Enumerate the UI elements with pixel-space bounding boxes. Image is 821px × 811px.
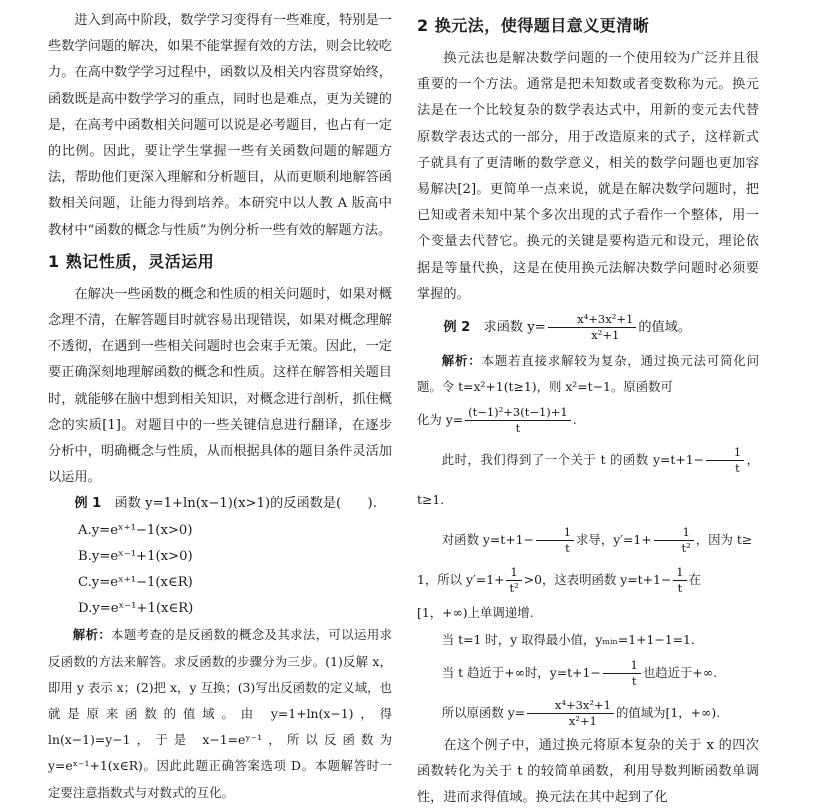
section-heading-2: 2 换元法，使得题目意义更清晰 — [417, 16, 650, 35]
line-increasing: [1，+∞)上单调递增. — [417, 605, 534, 621]
line-minimum: 当 t=1 时，y 取得最小值，yₘᵢₙ=1+1−1=1. — [441, 631, 695, 647]
fraction — [603, 658, 641, 689]
fraction — [527, 698, 614, 729]
fraction — [536, 525, 574, 556]
fraction-denominator: t — [735, 461, 740, 476]
fraction-numerator: 1 — [536, 525, 574, 541]
line-text: 所以原函数 y= — [441, 704, 526, 720]
line-monotonic — [417, 560, 759, 600]
fraction — [654, 525, 694, 556]
option-d: D.y=eˣ⁻¹+1(x∈R) — [78, 601, 194, 617]
fraction-numerator: x⁴+3x²+1 — [527, 698, 614, 714]
fraction-numerator: (t−1)²+3(t−1)+1 — [465, 405, 571, 421]
fraction-numerator: 1 — [506, 565, 521, 581]
option-c: C.y=eˣ⁺¹−1(x∈R) — [78, 575, 193, 591]
example-2 — [417, 308, 759, 348]
example-1-text: 函数 y=1+ln(x−1)(x>1)的反函数是( ). — [114, 496, 377, 512]
line-limit — [417, 653, 759, 693]
fraction-denominator: t — [677, 581, 683, 596]
formula-prefix: 化为 y= — [417, 412, 464, 428]
line-derivative — [417, 520, 759, 560]
line-text: 在 — [688, 572, 701, 588]
line-function-t — [417, 440, 759, 520]
fraction-numerator: 1 — [673, 565, 686, 581]
fraction-denominator: t² — [681, 541, 691, 556]
fraction — [506, 565, 521, 596]
right-column — [417, 8, 759, 811]
solution-2-formula — [417, 400, 759, 440]
line-text: 当 t 趋近于+∞时，y=t+1− — [441, 664, 601, 680]
solution-1 — [48, 622, 392, 805]
fraction-denominator: t — [515, 421, 521, 436]
line-text: >0，这表明函数 y=t+1− — [523, 572, 672, 588]
fraction — [706, 445, 744, 476]
fraction-numerator: 1 — [706, 445, 744, 461]
line-text: 的值域为[1，+∞). — [615, 704, 721, 720]
option-a: A.y=eˣ⁺¹−1(x>0) — [78, 522, 193, 538]
solution-2-label: 解析： — [441, 353, 482, 369]
section-2-paragraph: 换元法也是解决数学问题的一个使用较为广泛并且很重要的一个方法。通常是把未知数或者变数称为元。换元法是在一个比较复杂的数学表达式中，用新的变元去代替原数学表达式的一部分，用于改造原来的式子，这样新式子就具有了更清晰的数学意义，相关的数学问题也更加容易解决[2]。更简单一点来说，就是在解决数学问题时，把已知或者未知中某个多次出现的式子看作一个整体，用一个变量去代替它。换元的关键是要构造元和设元，理论依据是等量代换，这是在使用换元法解决数学问题时必须要掌握的。 — [417, 51, 759, 302]
solution-2-text: 本题若直接求解较为复杂，通过换元法可简化问题。令 t=x²+1(t≥1)，则 x²=t−1。原函数可 — [417, 353, 760, 395]
line-text: 此时，我们得到了一个关于 t 的函数 y=t+1− — [441, 452, 705, 468]
line-text: 1，所以 y′=1+ — [417, 572, 505, 588]
fraction-denominator: t² — [509, 581, 519, 596]
example-1-label: 例 1 — [74, 496, 102, 512]
line-text: 求导，y′=1+ — [576, 532, 652, 548]
section-heading-1: 1 熟记性质，灵活运用 — [48, 251, 215, 271]
example-2-prefix: 求函数 y= — [483, 320, 546, 336]
fraction-denominator: x²+1 — [591, 328, 620, 343]
line-text: 对函数 y=t+1− — [441, 532, 534, 548]
formula-suffix: . — [572, 412, 577, 428]
fraction-numerator: 1 — [603, 658, 641, 674]
fraction — [673, 565, 686, 596]
solution-1-text: 本题考查的是反函数的概念及其求法，可以运用求反函数的方法来解答。求反函数的步骤分为三步。(1)反解 x，即用 y 表示 x；(2)把 x，y 互换；(3)写出反函数的定义域，也就是原来函数的值域。由 y=1+ln(x−1)，得 ln(x−1)=y−1，于是 x−1=eʸ⁻¹，所以反函数为 y=eˣ⁻¹+1(x∈R)。因此此题正确答案选项 D。本题解答时一定要注意指数式与对数式的互化。 — [48, 627, 393, 800]
solution-1-label: 解析： — [72, 627, 112, 643]
fraction-numerator: x⁴+3x²+1 — [548, 312, 637, 328]
solution-2 — [417, 348, 759, 400]
fraction-denominator: x²+1 — [568, 713, 597, 728]
example-2-fraction — [548, 312, 637, 343]
example-1 — [48, 491, 392, 517]
line-range — [417, 693, 759, 733]
fraction-denominator: t — [565, 541, 570, 556]
option-b: B.y=eˣ⁻¹+1(x>0) — [78, 548, 193, 564]
fraction-numerator: 1 — [654, 525, 694, 541]
example-2-suffix: 的值域。 — [638, 320, 692, 336]
intro-paragraph: 进入到高中阶段，数学学习变得有一些难度，特别是一些数学问题的解决，如果不能掌握有效的方法，则会比较吃力。在高中数学学习过程中，函数以及相关内容贯穿始终，函数既是高中数学学习的重点，同时也是难点，更为关键的是，在高考中函数相关问题可以说是必考题目，也占有一定的比例。因此，要让学生掌握一些有关函数问题的解题方法，帮助他们更深入理解和分析题目，从而更顺利地解答函数相关问题，让能力得到培养。本研究中以人教 A 版高中教材中“函数的概念与性质”为例分析一些有效的解题方法。 — [48, 13, 392, 238]
line-text: ，t≥1. — [417, 452, 760, 508]
left-column — [48, 8, 392, 806]
line-text: 也趋近于+∞. — [642, 664, 718, 680]
line-text: ，因为 t≥ — [695, 532, 753, 548]
solution-2-fraction — [465, 405, 571, 436]
example-2-label: 例 2 — [443, 320, 471, 336]
section-1-paragraph: 在解决一些函数的概念和性质的相关问题时，如果对概念理不清，在解答题目时就容易出现错误，如果对概念理解不透彻，在遇到一些相关问题时也会束手无策。因此，一定要正确深刻地理解函数的概念和性质。这样在解答相关题目时，就能够在脑中想到相关知识，对概念进行剖析，抓住概念的实质[1]。对题目中的一些关键信息进行翻译，在逐步分析中，明确概念与性质，从而根据具体的题目条件灵活加以运用。 — [48, 286, 392, 486]
fraction-denominator: t — [631, 673, 637, 688]
closing-paragraph: 在这个例子中，通过换元将原本复杂的关于 x 的四次函数转化为关于 t 的较简单函数，利用导数判断函数单调性，进而求得值域。换元法在其中起到了化 — [417, 737, 759, 806]
